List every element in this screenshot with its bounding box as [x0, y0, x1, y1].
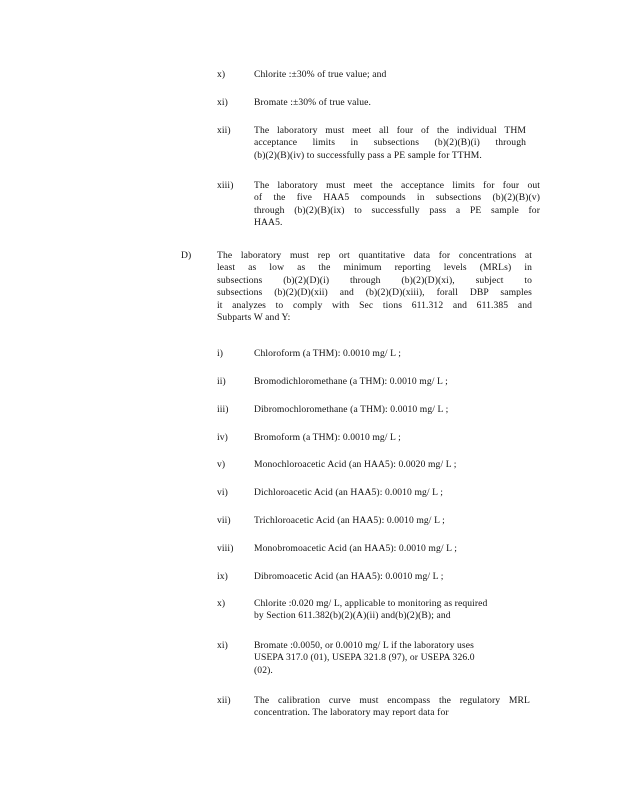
section-text: least as low as the minimum reporting levels (MRLs) in: [217, 262, 532, 274]
item-number: iii): [217, 404, 229, 415]
item-text: The laboratory must meet all four of the individual THM: [254, 125, 526, 136]
item-number: xiii): [217, 180, 234, 191]
item-text: Chloroform (a THM): 0.0010 mg/ L ;: [254, 348, 402, 359]
item-text: Bromodichloromethane (a THM): 0.0010 mg/ L ;: [254, 376, 448, 387]
list-item: [217, 487, 547, 499]
item-text: Bromoform (a THM): 0.0010 mg/ L ;: [254, 432, 401, 443]
item-text: (02).: [254, 664, 273, 676]
item-number: ix): [217, 571, 228, 582]
item-text: acceptance limits in subsections (b)(2)(B)(i) through: [254, 137, 526, 149]
item-number: i): [217, 348, 224, 359]
item-text: concentration. The laboratory may report data for: [254, 707, 449, 719]
item-number: v): [217, 459, 226, 470]
item-text: Dibromochloromethane (a THM): 0.0010 mg/ L ;: [254, 404, 449, 415]
item-text: (b)(2)(B)(iv) to successfully pass a PE sample for TTHM.: [254, 149, 482, 161]
item-text: Dichloroacetic Acid (an HAA5): 0.0010 mg/ L ;: [254, 487, 444, 498]
list-item: [217, 695, 547, 720]
list-item: [217, 571, 547, 583]
item-number: xi): [217, 640, 228, 651]
list-item: [217, 376, 547, 388]
item-text: by Section 611.382(b)(2)(A)(ii) and(b)(2)(B); and: [254, 610, 451, 622]
list-item: [217, 432, 547, 444]
item-text: The calibration curve must encompass the regulatory MRL: [254, 695, 530, 706]
list-item: [217, 348, 547, 360]
section-text: subsections (b)(2)(D)(i) through (b)(2)(D)(xi), subject to: [217, 274, 532, 286]
item-text: Chlorite :±30% of true value; and: [254, 69, 387, 80]
item-text: through (b)(2)(B)(ix) to successfully pass a PE sample for: [254, 204, 540, 216]
item-number: x): [217, 69, 226, 80]
item-text: USEPA 317.0 (01), USEPA 321.8 (97), or USEPA 326.0: [254, 652, 475, 664]
item-text: Bromate :±30% of true value.: [254, 97, 372, 108]
item-number: x): [217, 598, 226, 609]
item-text: Monobromoacetic Acid (an HAA5): 0.0010 mg/ L ;: [254, 543, 458, 554]
item-number: xii): [217, 695, 231, 706]
item-number: ii): [217, 376, 226, 387]
item-text: Dibromoacetic Acid (an HAA5): 0.0010 mg/ L ;: [254, 571, 444, 582]
item-text: Monochloroacetic Acid (an HAA5): 0.0020 mg/ L ;: [254, 459, 457, 470]
item-text: Bromate :0.0050, or 0.0010 mg/ L if the laboratory uses: [254, 640, 474, 651]
section-text: The laboratory must rep ort quantitative data for concentrations at: [217, 250, 532, 261]
list-item: [217, 459, 547, 471]
list-item: [217, 404, 547, 416]
item-number: xi): [217, 97, 228, 108]
section-text: it analyzes to comply with Sec tions 611.312 and 611.385 and: [217, 299, 532, 311]
list-item: [217, 69, 547, 81]
item-number: vi): [217, 487, 228, 498]
section-text: Subparts W and Y:: [217, 312, 291, 324]
item-text: of the five HAA5 compounds in subsections (b)(2)(B)(v): [254, 192, 540, 204]
list-item: [217, 125, 547, 162]
item-number: xii): [217, 125, 231, 136]
item-text: Trichloroacetic Acid (an HAA5): 0.0010 mg/ L ;: [254, 515, 445, 526]
list-item: [217, 180, 547, 230]
list-item: [217, 598, 547, 623]
item-text: HAA5.: [254, 217, 283, 229]
item-text: The laboratory must meet the acceptance limits for four out: [254, 180, 540, 191]
list-item: [217, 543, 547, 555]
list-item: [217, 515, 547, 527]
item-number: vii): [217, 515, 231, 526]
section-number: D): [181, 250, 192, 261]
section-d: [181, 250, 541, 324]
list-item: [217, 97, 547, 109]
item-text: Chlorite :0.020 mg/ L, applicable to monitoring as required: [254, 598, 488, 609]
section-text: subsections (b)(2)(D)(xii) and (b)(2)(D)(xiii), forall DBP samples: [217, 287, 532, 299]
item-number: viii): [217, 543, 234, 554]
item-number: iv): [217, 432, 228, 443]
list-item: [217, 640, 547, 677]
